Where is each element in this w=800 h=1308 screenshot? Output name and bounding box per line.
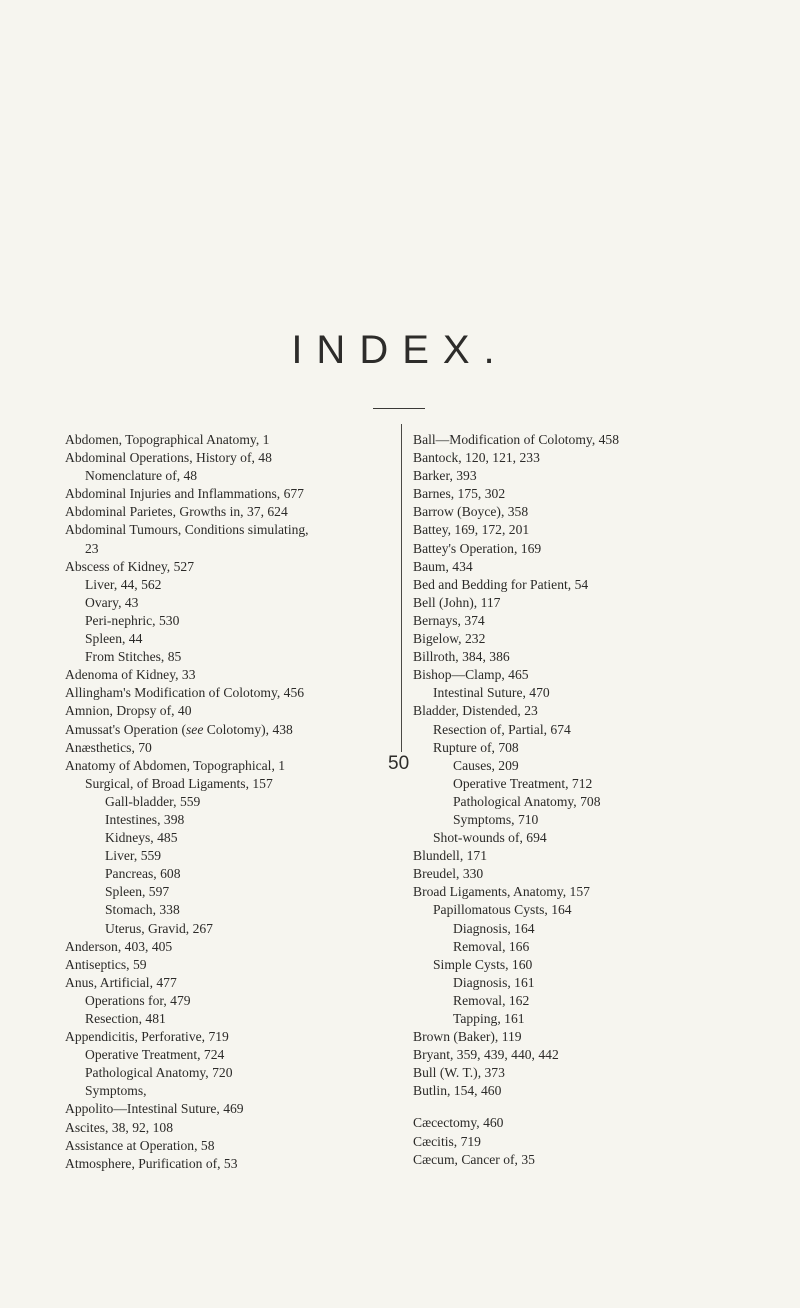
index-subentry: Shot-wounds of, 694 [433,830,547,846]
title-rule [373,408,425,409]
index-entry: Assistance at Operation, 58 [65,1137,215,1153]
index-entry: Butlin, 154, 460 [413,1083,502,1099]
index-subentry: Operative Treatment, 712 [453,775,593,791]
index-subentry: Resection of, Partial, 674 [433,721,571,737]
index-entry: Baum, 434 [413,558,473,574]
index-entry: Ball—Modification of Colotomy, 458 [413,432,620,447]
index-entry: Appendicitis, Perforative, 719 [65,1029,229,1045]
index-subentry: Pathological Anatomy, 708 [453,793,601,809]
index-entry: Battey, 169, 172, 201 [413,522,530,538]
index-entry: Broad Ligaments, Anatomy, 157 [413,884,590,900]
index-subentry: Pathological Anatomy, 720 [85,1065,233,1081]
index-entry: Anus, Artificial, 477 [65,974,177,990]
index-subentry: Diagnosis, 164 [453,920,535,936]
index-entry: Antiseptics, 59 [65,956,147,972]
index-subentry: Uterus, Gravid, 267 [105,920,213,936]
index-subentry: Spleen, 597 [105,884,170,900]
index-entry: Abdominal Tumours, Conditions simulating, [65,522,309,538]
index-entry: Barrow (Boyce), 358 [413,504,529,520]
index-entry: Anderson, 403, 405 [65,938,173,954]
index-subentry: Kidneys, 485 [105,830,178,846]
right-index-column [413,431,758,1169]
index-subentry: Symptoms, 710 [453,811,539,827]
index-subentry: Simple Cysts, 160 [433,956,533,972]
index-entry: Abdominal Parietes, Growths in, 37, 624 [65,504,288,520]
index-entry: Bladder, Distended, 23 [413,703,538,719]
index-subentry: Operations for, 479 [85,992,191,1008]
index-subentry: Surgical, of Broad Ligaments, 157 [85,775,273,791]
page-number: 50 [388,753,410,774]
index-entry: Bryant, 359, 439, 440, 442 [413,1047,559,1063]
index-entry: Adenoma of Kidney, 33 [65,667,196,683]
index-entry: Atmosphere, Purification of, 53 [65,1155,238,1171]
index-entry: Bell (John), 117 [413,594,501,610]
index-entry: Battey's Operation, 169 [413,540,542,556]
index-entry: Amussat's Operation (see Colotomy), 438 [65,721,293,737]
index-subentry: Operative Treatment, 724 [85,1047,225,1063]
index-entry: Abdominal Injuries and Inflammations, 677 [65,486,304,502]
index-subentry: Stomach, 338 [105,902,180,918]
index-entry: Abdominal Operations, History of, 48 [65,450,272,466]
index-subentry: Resection, 481 [85,1011,166,1026]
index-entry: Amnion, Dropsy of, 40 [65,703,192,719]
index-entry: Cæcitis, 719 [413,1133,481,1149]
page-title: INDEX. [291,328,509,372]
index-subentry: Peri-nephric, 530 [85,612,180,628]
index-subentry: Liver, 559 [105,848,162,864]
index-subentry: Rupture of, 708 [433,739,519,755]
index-subentry: Ovary, 43 [85,594,139,610]
index-subentry: Symptoms, [85,1083,147,1099]
index-subentry: Intestines, 398 [105,811,185,827]
index-subentry: Papillomatous Cysts, 164 [433,902,572,918]
index-entry: Blundell, 171 [413,848,488,864]
index-entry: Bantock, 120, 121, 233 [413,450,540,466]
index-subentry: Nomenclature of, 48 [85,468,198,484]
index-entry: Cæcum, Cancer of, 35 [413,1151,535,1167]
index-entry: Bernays, 374 [413,612,485,628]
index-subentry: Spleen, 44 [85,631,143,647]
index-subentry: Removal, 166 [453,938,530,954]
index-entry: Billroth, 384, 386 [413,649,510,665]
index-subentry: Diagnosis, 161 [453,974,535,990]
index-entry: Breudel, 330 [413,866,484,882]
index-subentry: From Stitches, 85 [85,649,182,665]
index-entry: Anatomy of Abdomen, Topographical, 1 [65,757,286,773]
index-subentry: Causes, 209 [453,757,519,773]
index-subentry: 23 [85,540,99,556]
index-subentry: Pancreas, 608 [105,866,181,882]
left-index-column [65,431,410,1173]
index-subentry: Tapping, 161 [453,1011,525,1026]
index-subentry: Removal, 162 [453,992,530,1008]
index-entry: Bishop—Clamp, 465 [413,667,529,683]
index-entry: Bigelow, 232 [413,631,486,647]
index-subentry: Liver, 44, 562 [85,576,162,592]
index-entry: Barnes, 175, 302 [413,486,506,502]
index-entry: Anæsthetics, 70 [65,739,152,755]
section-gap [413,1100,758,1114]
index-entry: Ascites, 38, 92, 108 [65,1119,173,1135]
index-subentry: Gall-bladder, 559 [105,793,201,809]
index-entry: Abdomen, Topographical Anatomy, 1 [65,432,270,447]
index-entry: Appolito—Intestinal Suture, 469 [65,1101,244,1117]
index-subentry: Intestinal Suture, 470 [433,685,550,701]
index-entry: Bull (W. T.), 373 [413,1065,505,1081]
index-entry: Allingham's Modification of Colotomy, 456 [65,685,305,701]
index-entry: Brown (Baker), 119 [413,1029,522,1045]
index-entry: Bed and Bedding for Patient, 54 [413,576,589,592]
index-entry: Abscess of Kidney, 527 [65,558,194,574]
index-entry: Barker, 393 [413,468,477,484]
index-entry: Cæcectomy, 460 [413,1115,504,1131]
